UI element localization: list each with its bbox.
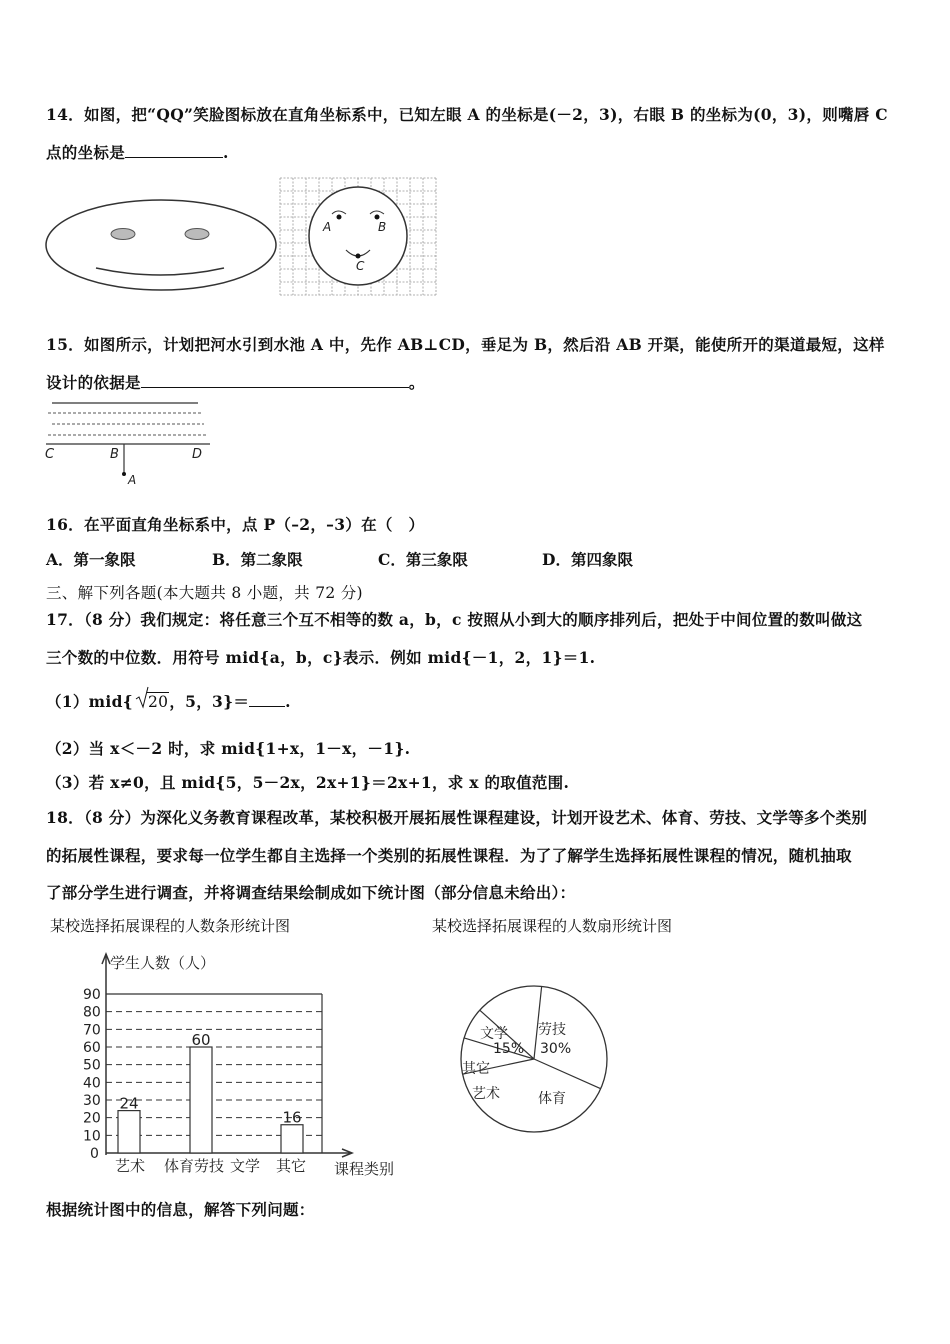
q16-option-b: B．第二象限 <box>212 550 303 569</box>
bar-value-label: 60 <box>191 1031 211 1049</box>
pie-chart <box>455 990 615 1130</box>
q14-line2 <box>46 141 229 163</box>
label-c: C <box>356 259 365 273</box>
x-tick-label: 劳技 <box>194 1157 225 1175</box>
river-figure <box>44 396 214 488</box>
q17-part2: （2）当 x＜－2 时，求 mid{1+x，1－x，－1}. <box>46 739 411 758</box>
q14-line1: 14．如图，把“QQ”笑脸图标放在直角坐标系中，已知左眼 A 的坐标是(－2，3)，右眼 B 的坐标为(0，3)，则嘴唇 C <box>46 105 888 124</box>
q17-part1 <box>46 690 291 712</box>
pie-chart-title: 某校选择拓展课程的人数扇形统计图 <box>432 917 673 935</box>
label-a: A <box>128 473 137 487</box>
bar-value-label: 24 <box>119 1094 139 1113</box>
bar <box>281 1125 303 1153</box>
q15-line2-text: 设计的依据是 <box>46 373 141 392</box>
y-axis-label: 学生人数（人） <box>110 954 216 972</box>
q14-end: . <box>223 143 229 162</box>
bar <box>190 1047 212 1153</box>
q17-part1-pre: （1）mid{ <box>46 692 133 711</box>
label-b: B <box>378 220 387 234</box>
q16-option-c: C．第三象限 <box>378 550 468 569</box>
bar <box>118 1111 140 1153</box>
label-c: C <box>45 447 55 462</box>
pie-label-wenxue: 文学 <box>480 1026 508 1042</box>
q18-line1: 18．（8 分）为深化义务教育课程改革，某校积极开展拓展性课程建设，计划开设艺术、体育、劳技、文学等多个类别 <box>46 808 868 827</box>
pie-percent-laoji: 30% <box>540 1041 572 1057</box>
y-tick-label: 40 <box>83 1075 101 1092</box>
x-axis-label: 课程类别 <box>334 1160 395 1178</box>
q15-answer-blank <box>141 373 409 388</box>
grid-smiley-figure <box>280 178 436 296</box>
x-tick-label: 其它 <box>276 1157 307 1175</box>
bar-chart <box>80 950 420 1180</box>
q15-line2 <box>46 371 425 393</box>
q15-end: 。 <box>408 373 425 392</box>
q15-line1: 15．如图所示，计划把河水引到水池 A 中，先作 AB⊥CD，垂足为 B，然后沿 AB 开渠，能使所开的渠道最短，这样 <box>46 335 885 354</box>
pie-label-qita: 其它 <box>462 1061 490 1077</box>
q17-answer-blank <box>249 692 285 707</box>
y-tick-label: 10 <box>83 1128 101 1145</box>
pie-label-laoji: 劳技 <box>538 1022 566 1038</box>
smiley-face-figure <box>44 198 280 292</box>
y-tick-label: 60 <box>83 1040 101 1056</box>
q17-part3: （3）若 x≠0，且 mid{5，5－2x，2x+1}＝2x+1，求 x 的取值范围. <box>46 773 570 792</box>
q16-option-d: D．第四象限 <box>542 550 633 569</box>
section-3-heading: 三、解下列各题(本大题共 8 小题，共 72 分) <box>46 584 363 602</box>
q17-line2: 三个数的中位数．用符号 mid{a，b，c}表示．例如 mid{－1，2，1}＝1. <box>46 648 596 667</box>
radical-sign <box>135 687 149 709</box>
radicand: 20 <box>147 693 169 711</box>
q17-part1-post: ，5，3}＝ <box>169 692 250 711</box>
y-tick-label: 0 <box>90 1146 99 1162</box>
label-b: B <box>110 447 119 462</box>
pie-label-tiyu: 体育 <box>538 1091 566 1107</box>
label-d: D <box>192 447 203 462</box>
label-a: A <box>323 220 332 234</box>
q18-line2: 的拓展性课程，要求每一位学生都自主选择一个类别的拓展性课程．为了了解学生选择拓展性课程的情况，随机抽取 <box>46 846 852 865</box>
q18-footer: 根据统计图中的信息，解答下列问题： <box>46 1200 315 1219</box>
y-tick-label: 80 <box>83 1004 101 1021</box>
bar-value-label: 16 <box>282 1108 302 1127</box>
q17-part1-end: . <box>285 692 291 711</box>
q18-line3: 了部分学生进行调查，并将调查结果绘制成如下统计图（部分信息未给出）： <box>46 883 576 902</box>
y-tick-label: 20 <box>83 1110 101 1127</box>
pie-percent-wenxue: 15% <box>493 1041 525 1057</box>
q14-line2-text: 点的坐标是 <box>46 143 126 162</box>
x-tick-label: 体育 <box>164 1157 195 1175</box>
y-tick-label: 70 <box>83 1022 101 1039</box>
q17-line1: 17．（8 分）我们规定：将任意三个互不相等的数 a，b，c 按照从小到大的顺序排列后，把处于中间位置的数叫做这 <box>46 610 863 629</box>
pie-label-yishu: 艺术 <box>472 1086 500 1102</box>
q14-answer-blank <box>125 143 223 158</box>
sqrt-expression <box>135 693 169 711</box>
x-tick-label: 艺术 <box>115 1157 146 1175</box>
bar-chart-title: 某校选择拓展课程的人数条形统计图 <box>50 917 291 935</box>
y-tick-label: 30 <box>83 1093 101 1109</box>
q16-option-a: A．第一象限 <box>46 550 136 569</box>
x-tick-label: 文学 <box>230 1157 261 1175</box>
y-tick-label: 90 <box>83 987 101 1003</box>
q16-stem: 16．在平面直角坐标系中，点 P（–2，–3）在（ ） <box>46 515 425 534</box>
y-tick-label: 50 <box>83 1057 101 1074</box>
